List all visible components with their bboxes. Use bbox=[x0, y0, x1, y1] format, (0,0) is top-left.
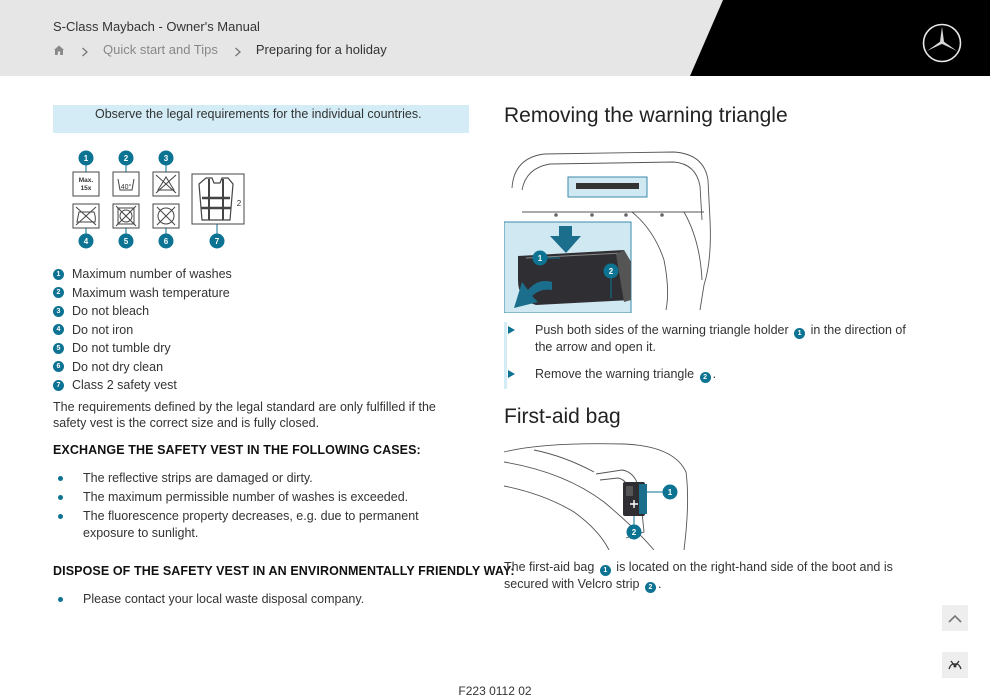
bullet-dot bbox=[58, 514, 63, 519]
care-label-5: 5 bbox=[123, 237, 129, 246]
legend-text: Maximum number of washes bbox=[72, 267, 232, 282]
firstaid-num: 1 bbox=[600, 565, 611, 576]
care-vest-class: 2 bbox=[236, 199, 242, 208]
list-item-text: Please contact your local waste disposal company. bbox=[83, 592, 365, 606]
firstaid-text: The first-aid bag bbox=[504, 560, 595, 574]
list-item-text: The maximum permissible number of washes is exceeded. bbox=[83, 490, 409, 504]
step-text: Remove the warning triangle bbox=[535, 367, 695, 381]
care-wash-limit-line1: Max. bbox=[78, 177, 94, 184]
legend-num: 6 bbox=[53, 361, 64, 372]
legend-text: Do not tumble dry bbox=[72, 341, 171, 356]
chevron-up-icon bbox=[948, 614, 962, 623]
breadcrumb-current: Preparing for a holiday bbox=[255, 42, 387, 57]
firstaid-num: 2 bbox=[645, 582, 656, 593]
legend-num: 3 bbox=[53, 306, 64, 317]
home-icon[interactable] bbox=[53, 44, 65, 56]
step-arrow-icon bbox=[508, 326, 515, 334]
legend-text: Do not iron bbox=[72, 322, 134, 337]
step-arrow-icon bbox=[508, 370, 515, 378]
dispose-list bbox=[53, 591, 473, 610]
legend-item bbox=[53, 358, 232, 377]
legend-item bbox=[53, 284, 232, 303]
manual-title: S-Class Maybach - Owner's Manual bbox=[53, 19, 260, 34]
mercedes-star-logo[interactable] bbox=[922, 23, 962, 63]
list-item-text: The reflective strips are damaged or dirty. bbox=[83, 471, 313, 485]
list-item bbox=[53, 591, 473, 608]
care-label-7: 7 bbox=[214, 237, 220, 246]
legend-num: 1 bbox=[53, 269, 64, 280]
list-item bbox=[53, 470, 473, 487]
legend-text: Maximum wash temperature bbox=[72, 285, 230, 300]
exchange-heading: EXCHANGE THE SAFETY VEST IN THE FOLLOWING CASES: bbox=[53, 443, 421, 457]
breadcrumb bbox=[53, 42, 387, 57]
care-label-3: 3 bbox=[163, 154, 169, 163]
first-aid-bag-figure bbox=[504, 442, 690, 550]
firstaid-paragraph bbox=[504, 559, 924, 593]
bullet-dot bbox=[58, 476, 63, 481]
legend-num: 2 bbox=[53, 287, 64, 298]
care-temperature: 40° bbox=[120, 184, 132, 191]
step-item bbox=[504, 366, 924, 383]
list-item bbox=[53, 508, 473, 541]
firstaid-section-title: First-aid bag bbox=[504, 405, 621, 428]
dispose-heading: DISPOSE OF THE SAFETY VEST IN AN ENVIRONMENTALLY FRIENDLY WAY: bbox=[53, 564, 515, 578]
step-item bbox=[504, 322, 924, 356]
triangle-steps bbox=[504, 322, 924, 393]
legend-item bbox=[53, 339, 232, 358]
legend-item bbox=[53, 302, 232, 321]
legend-num: 4 bbox=[53, 324, 64, 335]
scroll-to-top-button[interactable] bbox=[942, 605, 968, 631]
care-label-figure bbox=[70, 148, 250, 253]
bullet-dot bbox=[58, 597, 63, 602]
firstaid-text: is located on the right-hand side of the boot and is secured with Velcro strip bbox=[504, 560, 893, 591]
legend-item bbox=[53, 265, 232, 284]
bullet-dot bbox=[58, 495, 63, 500]
care-label-2: 2 bbox=[123, 154, 129, 163]
legend-num: 5 bbox=[53, 343, 64, 354]
legend-text: Do not dry clean bbox=[72, 359, 164, 374]
chevron-right-icon bbox=[234, 45, 242, 55]
step-text: . bbox=[712, 367, 717, 381]
care-wash-limit-line2: 15x bbox=[80, 185, 92, 192]
legal-notice: Observe the legal requirements for the individual countries. bbox=[53, 105, 469, 133]
list-item-text: The fluorescence property decreases, e.g. due to permanent exposure to sunlight. bbox=[83, 509, 419, 540]
care-legend bbox=[53, 265, 232, 395]
warning-triangle-figure bbox=[504, 150, 714, 313]
triangle-figure-label-1: 1 bbox=[537, 254, 543, 263]
care-label-1: 1 bbox=[83, 154, 89, 163]
care-label-4: 4 bbox=[83, 237, 89, 246]
requirements-paragraph: The requirements defined by the legal standard are only fulfilled if the safety vest is the correct size and is fully closed. bbox=[53, 400, 436, 430]
legend-item bbox=[53, 321, 232, 340]
step-text: Push both sides of the warning triangle holder bbox=[535, 323, 789, 337]
legend-text: Do not bleach bbox=[72, 304, 150, 319]
figure-code: F223 0112 02 bbox=[458, 684, 532, 698]
care-label-6: 6 bbox=[163, 237, 169, 246]
firstaid-figure-label-1: 1 bbox=[667, 488, 673, 497]
exchange-list bbox=[53, 470, 473, 544]
legend-text: Class 2 safety vest bbox=[72, 378, 177, 393]
breadcrumb-link-quick-start[interactable]: Quick start and Tips bbox=[103, 42, 218, 57]
legend-num: 7 bbox=[53, 380, 64, 391]
firstaid-text: . bbox=[657, 577, 662, 591]
triangle-figure-label-2: 2 bbox=[608, 267, 614, 276]
feedback-button[interactable] bbox=[942, 652, 968, 678]
step-num: 1 bbox=[794, 328, 805, 339]
chevron-right-icon bbox=[81, 45, 89, 55]
feedback-icon bbox=[947, 658, 963, 672]
step-text: in the direction of the arrow and open it. bbox=[535, 323, 906, 354]
list-item bbox=[53, 489, 473, 506]
legend-item bbox=[53, 376, 232, 395]
step-num: 2 bbox=[700, 372, 711, 383]
firstaid-figure-label-2: 2 bbox=[631, 528, 637, 537]
triangle-section-title: Removing the warning triangle bbox=[504, 104, 788, 127]
